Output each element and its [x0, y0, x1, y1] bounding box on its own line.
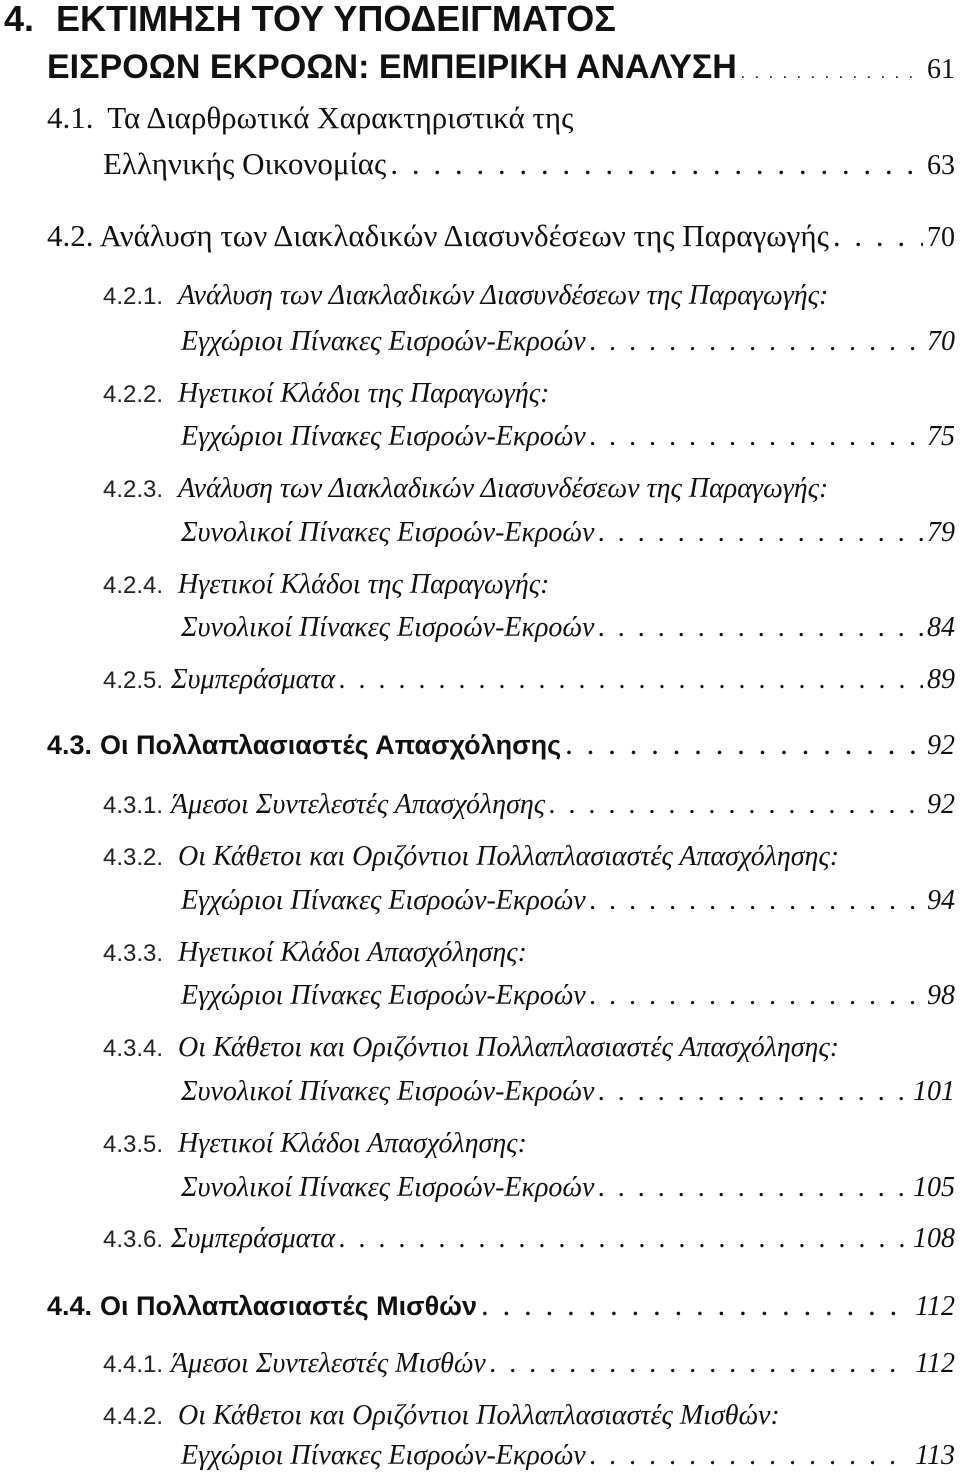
leader-dots: [481, 1287, 911, 1323]
subsection-number: 4.2.3.: [103, 476, 164, 503]
page-number: 63: [927, 150, 955, 181]
subsection-title-cont: Εγχώριοι Πίνακες Εισροών-Εκροών: [181, 885, 586, 916]
toc-entry-4-2-1[interactable]: [181, 326, 955, 358]
subsection-title: Ηγετικοί Κλάδοι της Παραγωγής:: [178, 569, 550, 600]
leader-dots: [833, 218, 923, 254]
page-number: 61: [927, 54, 955, 85]
toc-entry-4-3-6[interactable]: [103, 1223, 955, 1255]
leader-dots: [741, 65, 923, 83]
subsection-number: 4.3.4.: [103, 1035, 164, 1062]
toc-entry-4-3-5-line1[interactable]: [103, 1128, 527, 1160]
page-number: 108: [913, 1223, 955, 1254]
page-number: 70: [927, 222, 955, 253]
chapter-number: 4.: [4, 0, 35, 39]
toc-entry-4-3-5[interactable]: [181, 1172, 955, 1204]
toc-entry-4-3-3-line1[interactable]: [103, 937, 527, 969]
page-number: 92: [927, 730, 955, 761]
leader-dots: [549, 789, 923, 821]
subsection-title-cont: Συνολικοί Πίνακες Εισροών-Εκροών: [181, 1172, 595, 1203]
leader-dots: [590, 885, 923, 917]
toc-entry-4-2-2[interactable]: [181, 421, 955, 453]
page-number: 94: [927, 885, 955, 916]
toc-entry-4-2-2-line1[interactable]: [103, 378, 549, 410]
page-number: 112: [915, 1348, 955, 1379]
page-number: 98: [927, 980, 955, 1011]
leader-dots: [339, 1223, 909, 1255]
leader-dots: [598, 1172, 909, 1204]
subsection-number: 4.4.2.: [103, 1403, 164, 1430]
toc-entry-4-2[interactable]: [47, 218, 955, 254]
toc-entry-4-4-1[interactable]: [103, 1348, 955, 1380]
toc-entry-4-1-line1[interactable]: [47, 100, 573, 136]
subsection-title: Ανάλυση των Διακλαδικών Διασυνδέσεων της Παραγωγής:: [178, 473, 829, 504]
page-number: 70: [927, 326, 955, 357]
toc-entry-4-2-3[interactable]: [181, 517, 955, 549]
page-number: 89: [927, 664, 955, 695]
toc-entry-4-4[interactable]: [47, 1287, 955, 1323]
subsection-title-cont: Εγχώριοι Πίνακες Εισροών-Εκροών: [181, 980, 586, 1011]
leader-dots: [590, 421, 923, 453]
subsection-number: 4.3.5.: [103, 1131, 164, 1158]
toc-entry-4-4-2-line1[interactable]: [103, 1400, 780, 1432]
leader-dots: [390, 146, 923, 182]
subsection-title-cont: Εγχώριοι Πίνακες Εισροών-Εκροών: [181, 326, 586, 357]
section-title: Οι Πολλαπλασιαστές Απασχόλησης: [100, 730, 562, 760]
subsection-number: 4.3.6.: [103, 1226, 164, 1253]
subsection-number: 4.2.2.: [103, 381, 164, 408]
leader-dots: [590, 326, 923, 358]
leader-dots: [598, 517, 923, 549]
leader-dots: [490, 1348, 911, 1380]
subsection-number: 4.2.1.: [103, 283, 164, 310]
toc-entry-4-3-4[interactable]: [181, 1076, 955, 1108]
subsection-title-cont: Συνολικοί Πίνακες Εισροών-Εκροών: [181, 517, 595, 548]
section-title: Ανάλυση των Διακλαδικών Διασυνδέσεων της Παραγωγής: [99, 218, 829, 253]
section-number: 4.3.: [47, 730, 93, 760]
toc-entry-4-3-2-line1[interactable]: [103, 841, 839, 873]
page-number: 105: [913, 1172, 955, 1203]
subsection-title: Συμπεράσματα: [171, 1223, 336, 1254]
subsection-title-cont: Συνολικοί Πίνακες Εισροών-Εκροών: [181, 1076, 595, 1107]
toc-entry-4-2-4[interactable]: [181, 612, 955, 644]
subsection-title: Ηγετικοί Κλάδοι της Παραγωγής:: [178, 378, 550, 409]
chapter-title-line2: ΕΙΣΡΟΩΝ ΕΚΡΟΩΝ: ΕΜΠΕΙΡΙΚΗ ΑΝΑΛΥΣΗ: [47, 48, 737, 86]
chapter-title-line1: ΕΚΤΙΜΗΣΗ ΤΟΥ ΥΠΟΔΕΙΓΜΑΤΟΣ: [56, 0, 616, 39]
toc-entry-4-3-4-line1[interactable]: [103, 1032, 839, 1064]
toc-entry-4-2-1-line1[interactable]: [103, 280, 828, 312]
subsection-title-cont: Εγχώριοι Πίνακες Εισροών-Εκροών: [181, 421, 586, 452]
subsection-title: Συμπεράσματα: [171, 664, 336, 695]
subsection-title-cont: Συνολικοί Πίνακες Εισροών-Εκροών: [181, 612, 595, 643]
toc-entry-4-3[interactable]: [47, 726, 955, 762]
leader-dots: [590, 980, 923, 1012]
page-number: 75: [927, 421, 955, 452]
subsection-title-cont: Εγχώριοι Πίνακες Εισροών-Εκροών: [181, 1440, 586, 1471]
subsection-title: Άμεσοι Συντελεστές Μισθών: [171, 1348, 486, 1379]
leader-dots: [590, 1440, 911, 1472]
page-number: 84: [927, 612, 955, 643]
chapter-heading-line1: [4, 0, 616, 40]
page-number: 113: [915, 1440, 955, 1471]
toc-entry-4-2-5[interactable]: [103, 664, 955, 696]
toc-entry-4-3-3[interactable]: [181, 980, 955, 1012]
subsection-title: Οι Κάθετοι και Οριζόντιοι Πολλαπλασιαστές Απασχόλησης:: [178, 1032, 840, 1063]
page-number: 79: [927, 517, 955, 548]
subsection-number: 4.2.5.: [103, 667, 164, 694]
leader-dots: [565, 726, 923, 762]
section-title-cont: Ελληνικής Οικονομίας: [103, 146, 387, 181]
toc-entry-4-3-1[interactable]: [103, 789, 955, 821]
leader-dots: [598, 1076, 909, 1108]
subsection-title: Οι Κάθετοι και Οριζόντιοι Πολλαπλασιαστές Μισθών:: [178, 1400, 780, 1431]
toc-entry-4-3-2[interactable]: [181, 885, 955, 917]
page-number: 101: [913, 1076, 955, 1107]
subsection-title: Άμεσοι Συντελεστές Απασχόλησης: [171, 789, 546, 820]
subsection-number: 4.3.1.: [103, 792, 164, 819]
section-title: Οι Πολλαπλασιαστές Μισθών: [100, 1291, 477, 1321]
subsection-number: 4.3.2.: [103, 844, 164, 871]
toc-entry-4-4-2[interactable]: [181, 1440, 955, 1472]
subsection-title: Ηγετικοί Κλάδοι Απασχόλησης:: [178, 937, 527, 968]
subsection-title: Ηγετικοί Κλάδοι Απασχόλησης:: [178, 1128, 527, 1159]
subsection-number: 4.2.4.: [103, 572, 164, 599]
section-number: 4.2.: [47, 218, 94, 253]
section-title: Τα Διαρθρωτικά Χαρακτηριστικά της: [107, 100, 574, 135]
toc-entry-4-1[interactable]: [103, 146, 955, 182]
subsection-title: Ανάλυση των Διακλαδικών Διασυνδέσεων της Παραγωγής:: [178, 280, 829, 311]
toc-entry-4-2-4-line1[interactable]: [103, 569, 549, 601]
subsection-number: 4.4.1.: [103, 1351, 164, 1378]
subsection-title: Οι Κάθετοι και Οριζόντιοι Πολλαπλασιαστές Απασχόλησης:: [178, 841, 840, 872]
toc-entry-chapter-4[interactable]: [47, 48, 955, 87]
leader-dots: [598, 612, 923, 644]
toc-entry-4-2-3-line1[interactable]: [103, 473, 828, 505]
leader-dots: [339, 664, 923, 696]
page-number: 112: [915, 1291, 955, 1322]
section-number: 4.4.: [47, 1291, 93, 1321]
section-number: 4.1.: [47, 100, 94, 135]
page-number: 92: [927, 789, 955, 820]
subsection-number: 4.3.3.: [103, 940, 164, 967]
